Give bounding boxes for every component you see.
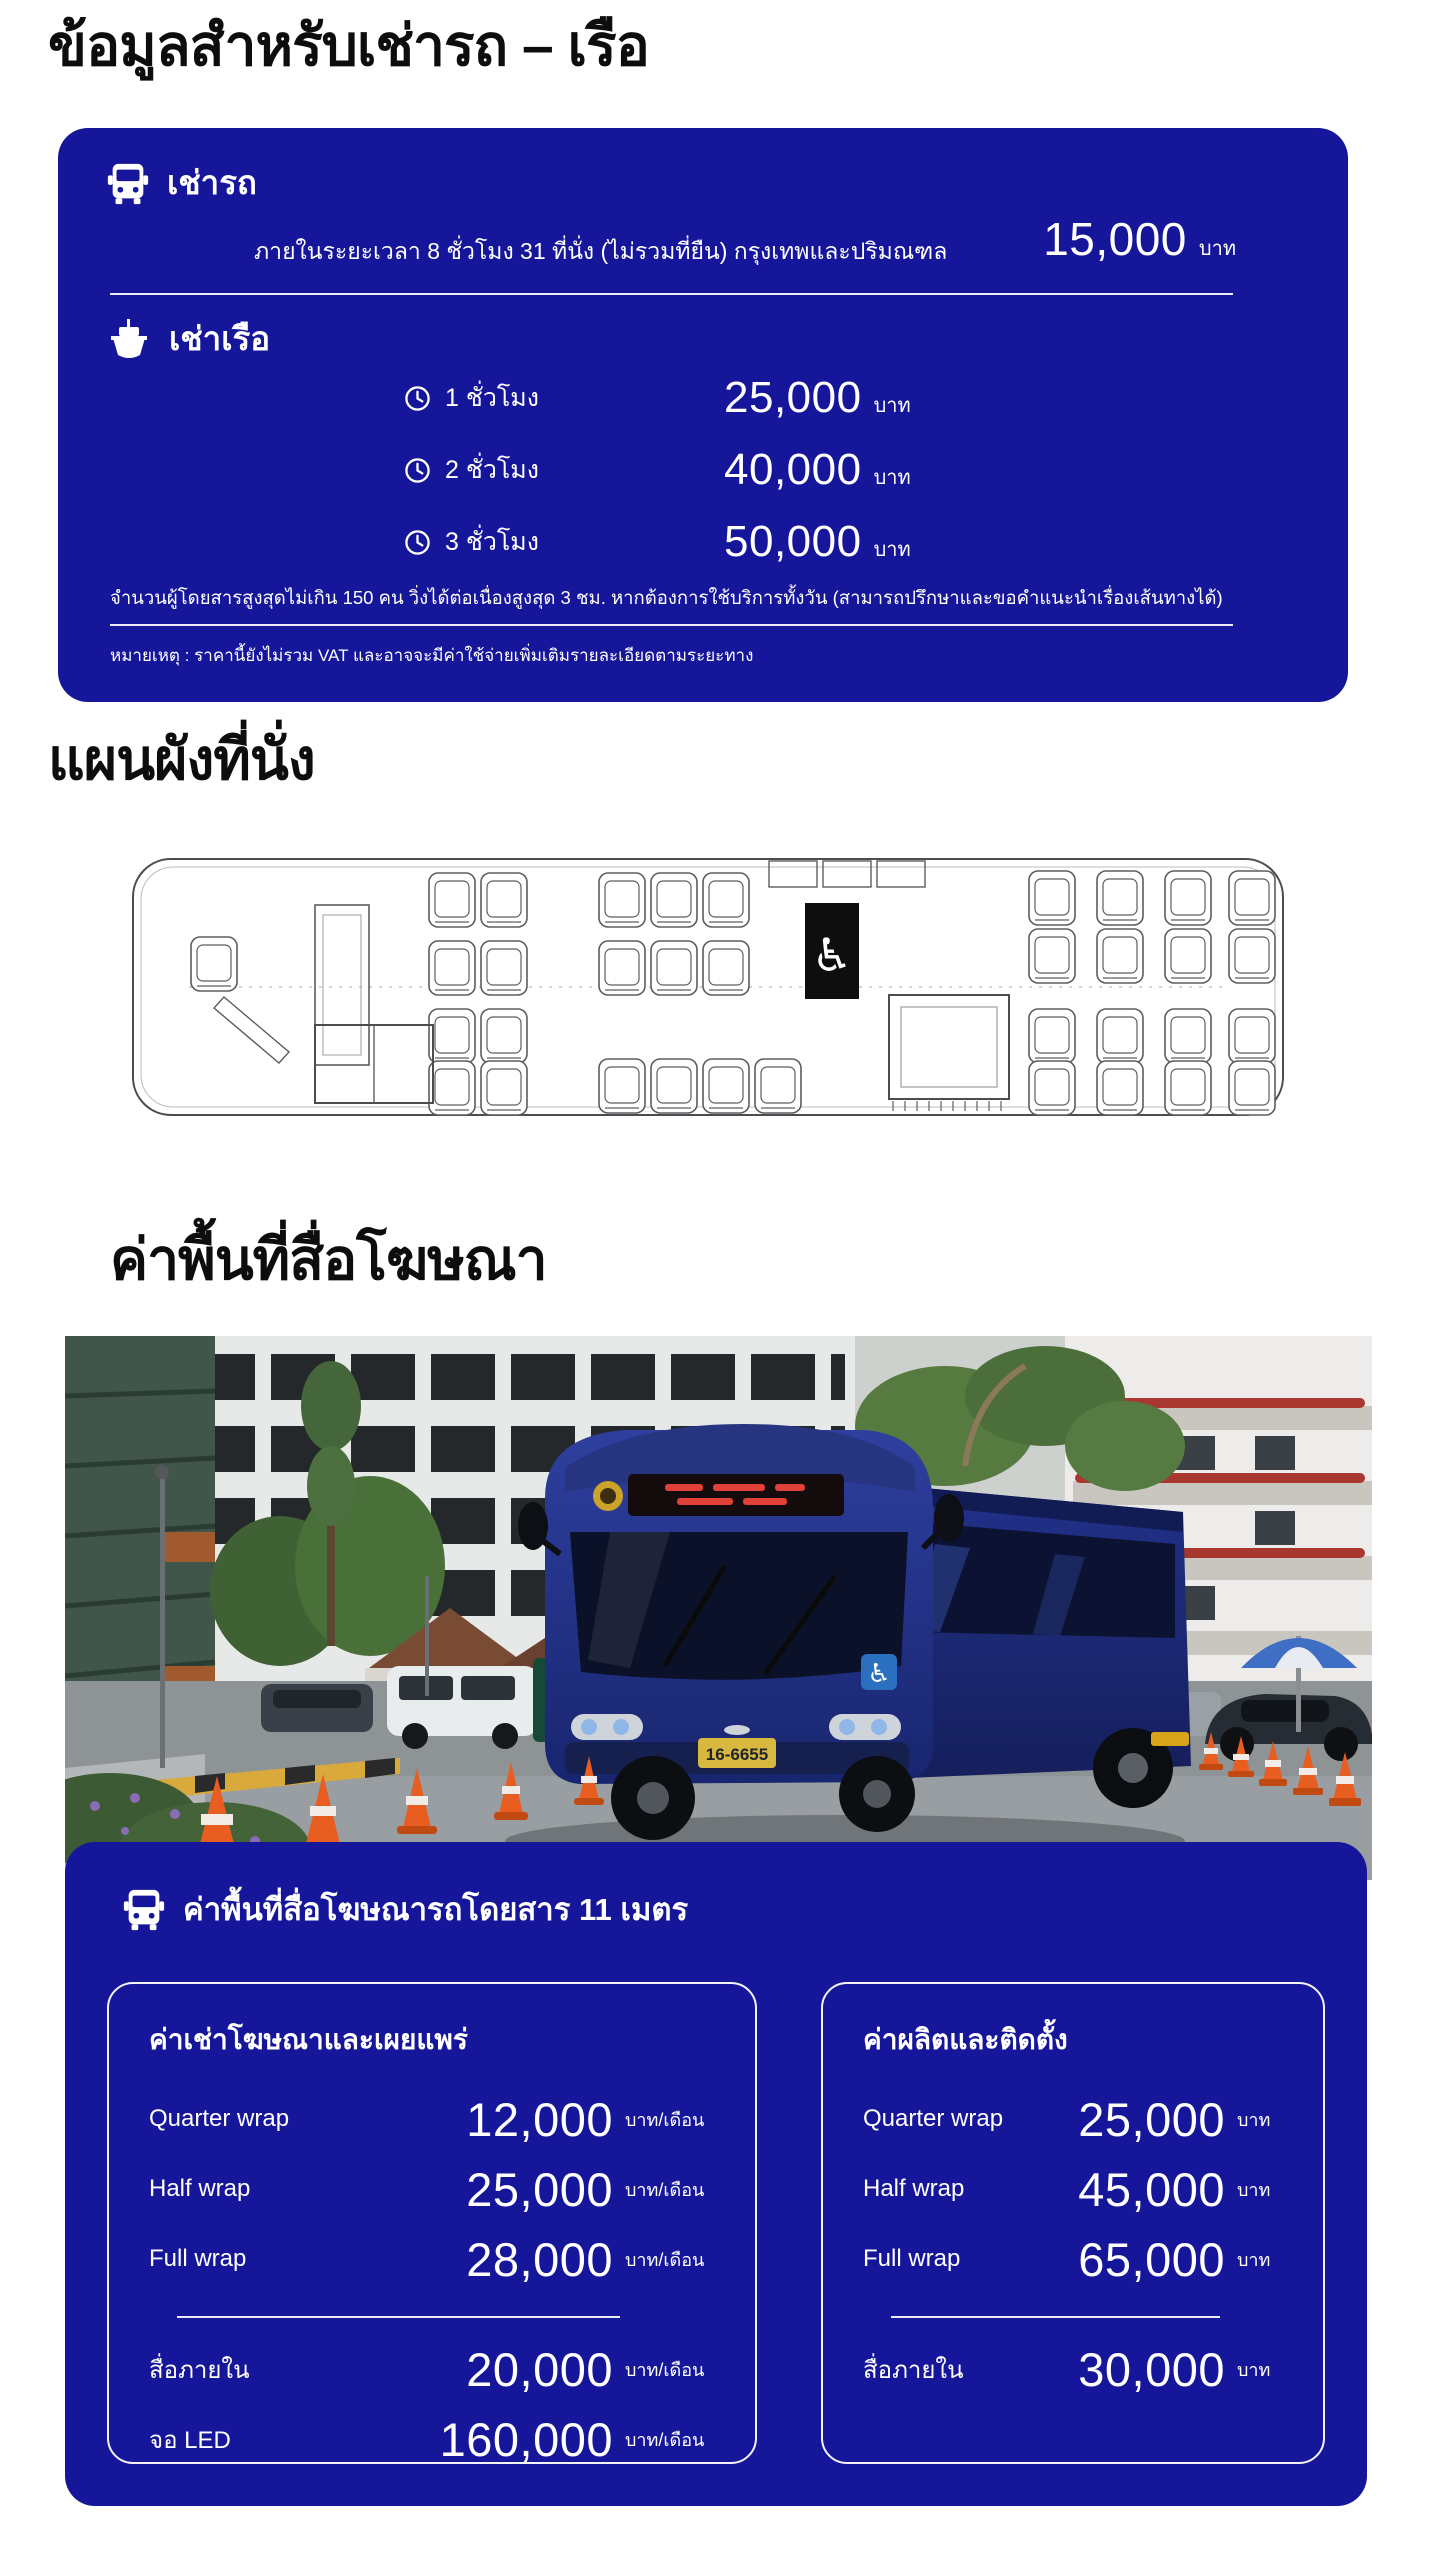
bus-price-number: 15,000 <box>1043 213 1187 265</box>
ad-row <box>149 2154 717 2224</box>
bus-icon <box>121 1886 167 1932</box>
ad-row-label: จอ LED <box>149 2426 231 2454</box>
boat-row <box>404 373 911 422</box>
boat-duration: 3 ชั่วโมง <box>445 528 539 556</box>
ad-row-unit: บาท/เดือน <box>625 2249 705 2270</box>
ad-row-label: Quarter wrap <box>149 2105 290 2132</box>
boat-section-label: เช่าเรือ <box>169 320 271 357</box>
ad-row-label: Full wrap <box>863 2245 961 2272</box>
bus-price-unit: บาท <box>1198 238 1236 260</box>
boat-duration: 1 ชั่วโมง <box>445 384 539 412</box>
boat-price-number: 50,000 <box>724 517 862 566</box>
bus-rental-price <box>1043 212 1236 266</box>
ad-row <box>863 2084 1285 2154</box>
boat-price-number: 40,000 <box>724 445 862 494</box>
ad-row-label: Half wrap <box>149 2175 251 2202</box>
ad-row <box>149 2224 717 2294</box>
card-divider <box>110 624 1233 626</box>
ad-row-unit: บาท <box>1237 2359 1271 2380</box>
boat-price-rows <box>404 373 911 566</box>
seat-map-diagram <box>129 845 1293 1135</box>
ad-row-unit: บาท <box>1237 2179 1271 2200</box>
ad-row-label: Full wrap <box>149 2245 247 2272</box>
boat-price-number: 25,000 <box>724 373 862 422</box>
boat-price-unit: บาท <box>873 539 911 561</box>
bus-section-header <box>105 156 257 209</box>
ad-row-price: 20,000 <box>466 2342 613 2396</box>
ad-row <box>149 2334 717 2404</box>
ad-row-price: 160,000 <box>439 2412 613 2466</box>
ad-rental-subcard <box>107 1982 757 2464</box>
boat-price-unit: บาท <box>873 467 911 489</box>
ads-card-title: ค่าพื้นที่สื่อโฆษณารถโดยสาร 11 เมตร <box>183 1892 689 1927</box>
rental-info-card <box>58 128 1348 702</box>
boat-section-header <box>105 312 270 365</box>
ad-row-price: 30,000 <box>1078 2342 1225 2396</box>
clock-icon <box>404 529 431 556</box>
ad-row-unit: บาท/เดือน <box>625 2429 705 2450</box>
ad-row-unit: บาท <box>1237 2109 1271 2130</box>
ad-production-title: ค่าผลิตและติดตั้ง <box>863 2024 1068 2055</box>
bus-icon <box>105 160 151 206</box>
boat-duration: 2 ชั่วโมง <box>445 456 539 484</box>
card-divider <box>110 293 1233 295</box>
boat-row <box>404 445 911 494</box>
ad-row-price: 65,000 <box>1078 2232 1225 2286</box>
wheelchair-decal: ♿ <box>867 1658 891 1688</box>
ad-row-label: Quarter wrap <box>863 2105 1004 2132</box>
license-plate: 16-6655 <box>705 1745 769 1764</box>
ad-row <box>149 2084 717 2154</box>
ad-row-unit: บาท/เดือน <box>625 2109 705 2130</box>
ad-row-price: 28,000 <box>466 2232 613 2286</box>
ad-row-label: Half wrap <box>863 2175 965 2202</box>
clock-icon <box>404 385 431 412</box>
ad-row-label: สื่อภายใน <box>149 2356 250 2384</box>
ads-price-card <box>65 1842 1367 2506</box>
ad-row-label: สื่อภายใน <box>863 2356 964 2384</box>
ad-row-price: 12,000 <box>466 2092 613 2146</box>
ad-row-unit: บาท/เดือน <box>625 2359 705 2380</box>
boat-icon <box>105 315 153 363</box>
ad-row-price: 25,000 <box>1078 2092 1225 2146</box>
ads-card-header <box>121 1884 688 1934</box>
ad-row-price: 45,000 <box>1078 2162 1225 2216</box>
ad-row-unit: บาท/เดือน <box>625 2179 705 2200</box>
ad-row <box>863 2224 1285 2294</box>
wheelchair-symbol: ♿ <box>811 929 853 981</box>
clock-icon <box>404 457 431 484</box>
page-title: ข้อมูลสำหรับเช่ารถ – เรือ <box>48 14 649 78</box>
subcard-divider <box>891 2316 1220 2318</box>
subcard-divider <box>177 2316 620 2318</box>
ad-row-price: 25,000 <box>466 2162 613 2216</box>
ad-row-unit: บาท <box>1237 2249 1271 2270</box>
boat-price-unit: บาท <box>873 395 911 417</box>
ad-row <box>863 2334 1285 2404</box>
ad-row <box>149 2404 717 2474</box>
bus-photo <box>65 1336 1372 1880</box>
bus-rental-description: ภายในระยะเวลา 8 ชั่วโมง 31 ที่นั่ง (ไม่รวมที่ยืน) กรุงเทพและปริมณฑล <box>254 238 948 264</box>
ad-row <box>863 2154 1285 2224</box>
ad-rental-title: ค่าเช่าโฆษณาและเผยแพร่ <box>149 2024 468 2055</box>
conditions-text: จำนวนผู้โดยสารสูงสุดไม่เกิน 150 คน วิ่งได้ต่อเนื่องสูงสุด 3 ชม. หากต้องการใช้บริการทั้งวัน (สามารถปรึกษาและขอคำแนะนำเรื่องเส้นทางได้) <box>110 587 1223 608</box>
bus-section-label: เช่ารถ <box>167 164 257 201</box>
note-text: หมายเหตุ : ราคานี้ยังไม่รวม VAT และอาจจะมีค่าใช้จ่ายเพิ่มเติมรายละเอียดตามระยะทาง <box>110 646 754 665</box>
ad-production-subcard <box>821 1982 1325 2464</box>
boat-row <box>404 517 911 566</box>
ads-heading: ค่าพื้นที่สื่อโฆษณา <box>110 1228 547 1292</box>
seatmap-heading: แผนผังที่นั่ง <box>48 728 315 792</box>
